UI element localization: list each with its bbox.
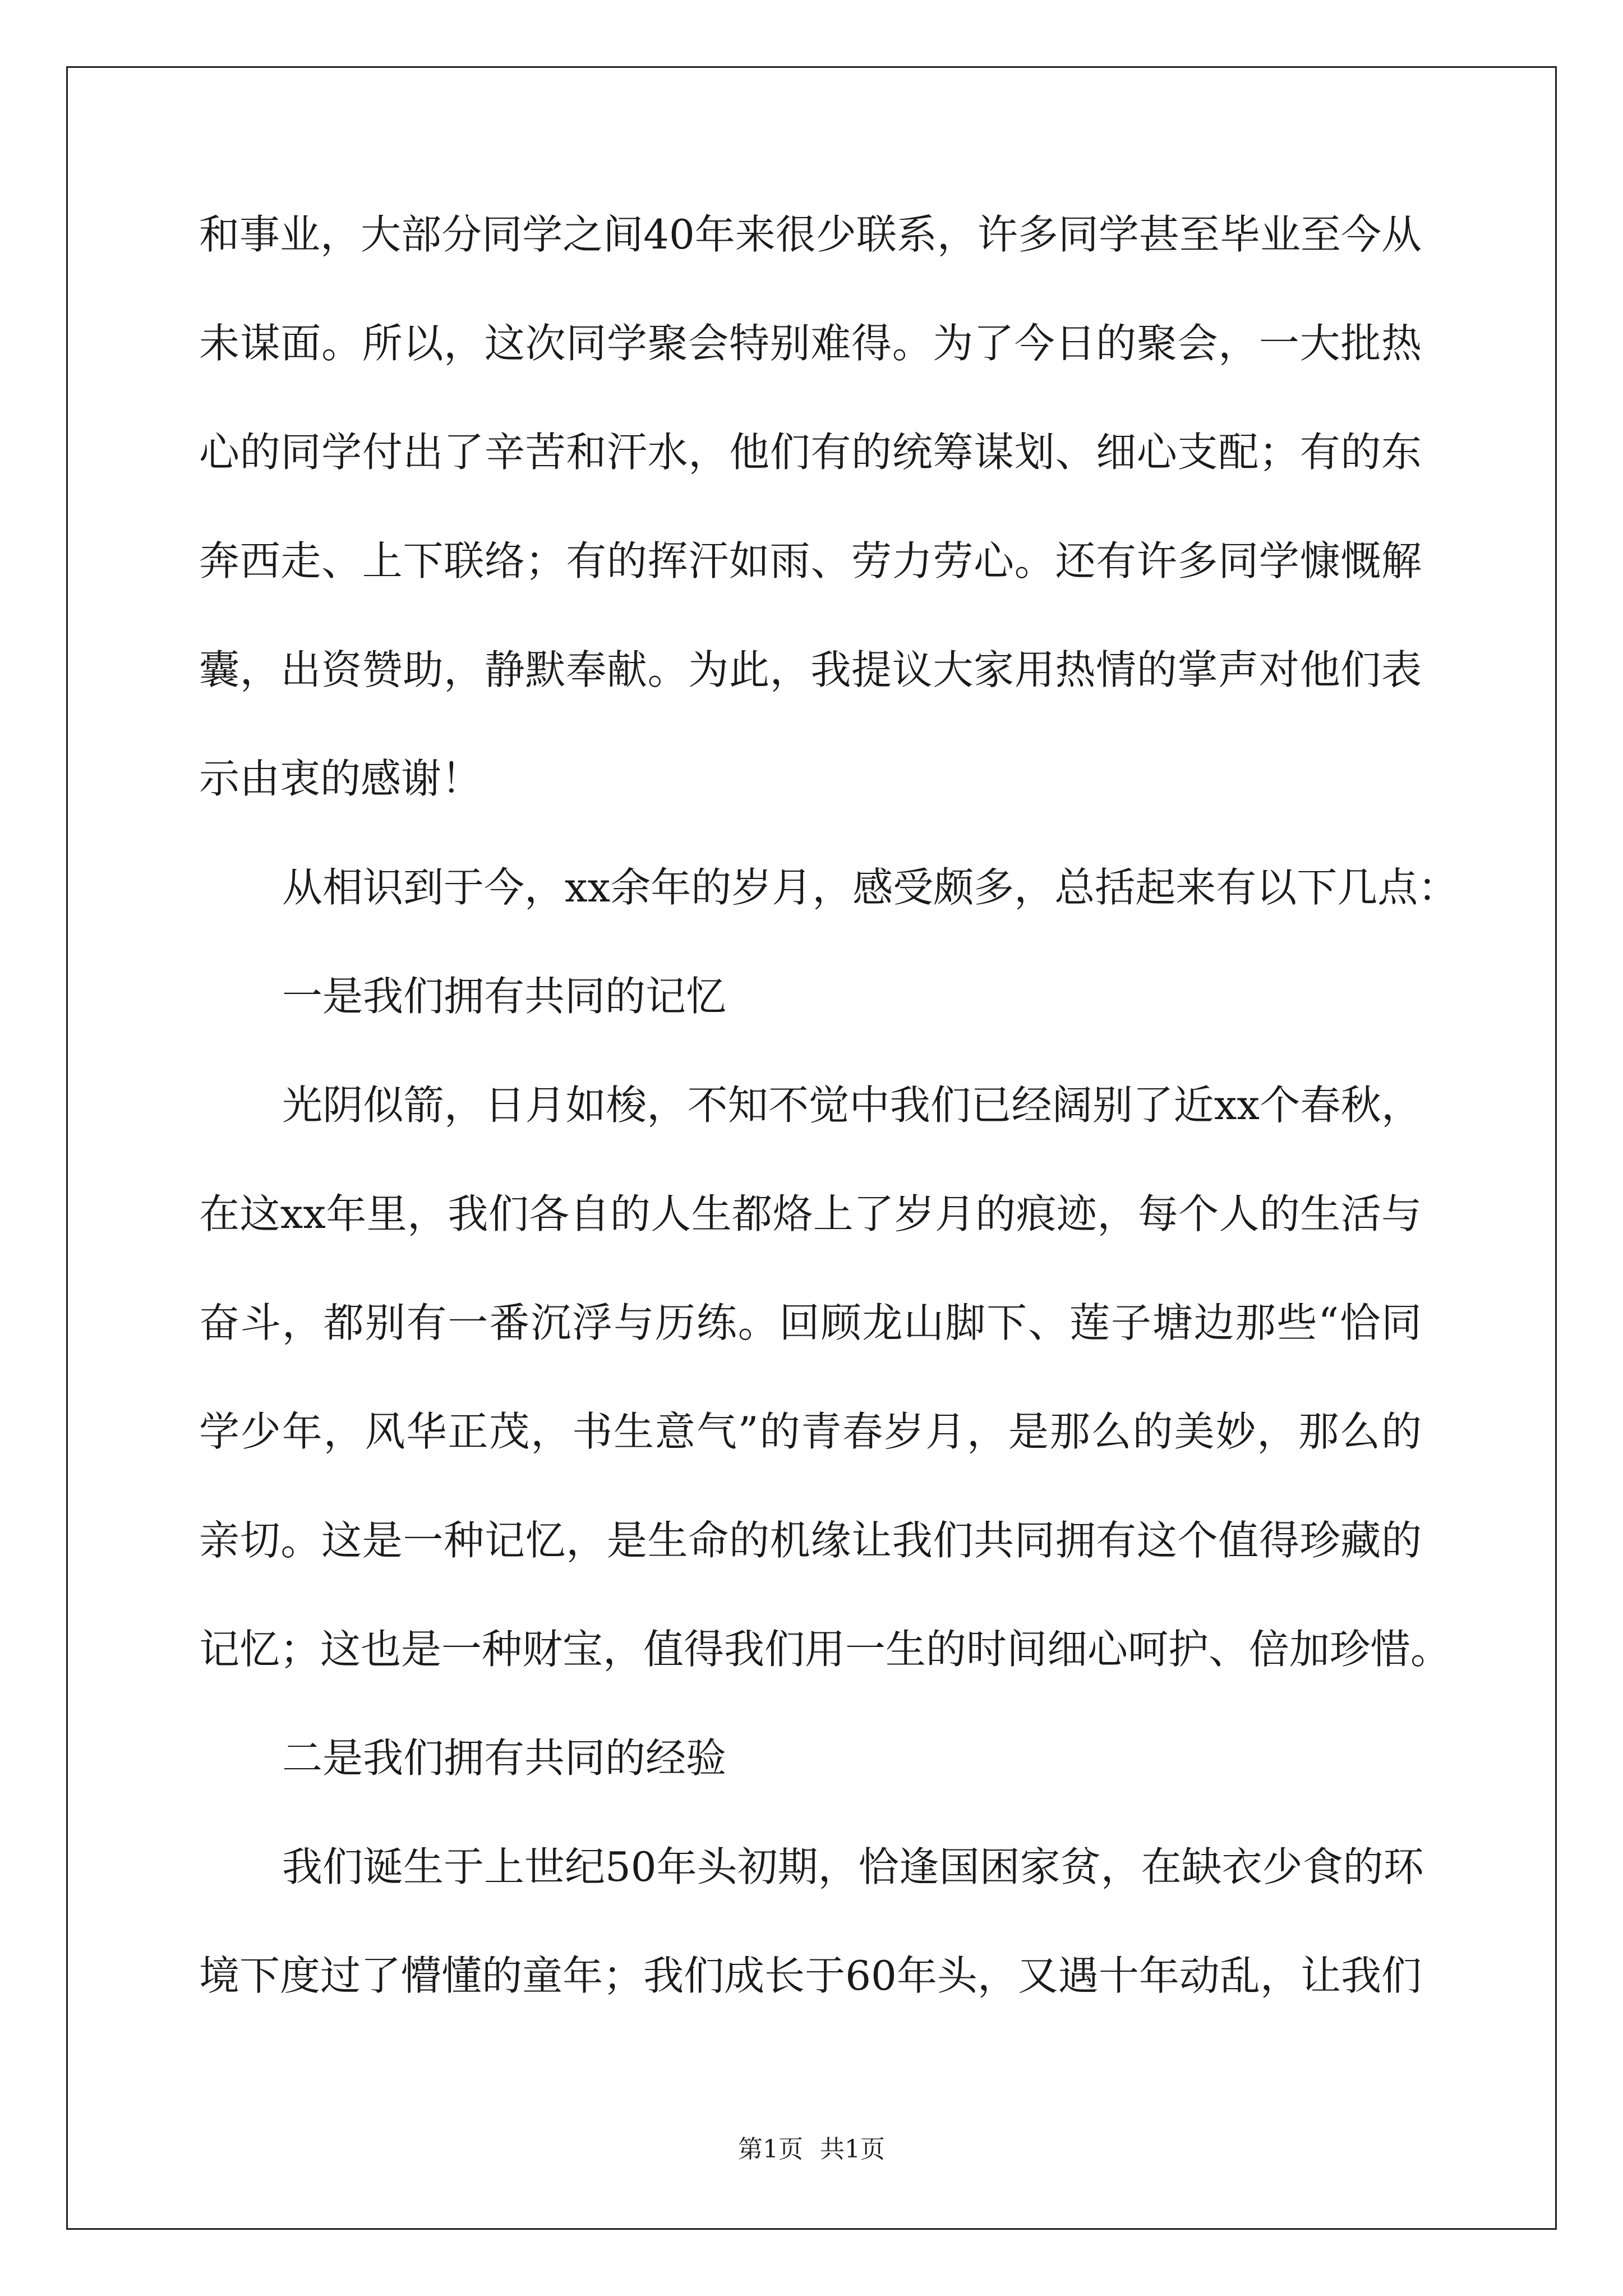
page-border [66, 66, 1557, 2230]
text-line-7: 从相识到于今，xx余年的岁月，感受颇多，总括起来有以下几点： [282, 864, 1459, 911]
text-line-3: 心的同学付出了辛苦和汗水，他们有的统筹谋划、细心支配；有的东 [199, 429, 1422, 476]
text-line-2: 未谋面。所以，这次同学聚会特别难得。为了今日的聚会，一大批热 [199, 320, 1422, 367]
text-line-5: 囊，出资赞助，静默奉献。为此，我提议大家用热情的掌声对他们表 [199, 646, 1422, 693]
page-footer [0, 2137, 1623, 2162]
text-line-4: 奔西走、上下联络；有的挥汗如雨、劳力劳心。还有许多同学慷慨解 [199, 537, 1422, 585]
text-line-10: 在这xx年里，我们各自的人生都烙上了岁月的痕迹，每个人的生活与 [199, 1190, 1422, 1237]
text-line-1: 和事业，大部分同学之间40年来很少联系，许多同学甚至毕业至今从 [199, 211, 1422, 258]
text-line-6: 示由衷的感谢！ [199, 755, 482, 802]
text-line-11: 奋斗，都别有一番沉浮与历练。回顾龙山脚下、莲子塘边那些“恰同 [199, 1299, 1422, 1346]
text-line-16: 我们诞生于上世纪50年头初期，恰逢国困家贫，在缺衣少食的环 [282, 1843, 1424, 1890]
text-line-9: 光阴似箭，日月如梭，不知不觉中我们已经阔别了近xx个春秋， [282, 1082, 1422, 1129]
text-line-13: 亲切。这是一种记忆，是生命的机缘让我们共同拥有这个值得珍藏的 [199, 1517, 1422, 1564]
page-total: 共1页 [820, 2135, 885, 2164]
section-heading-2: 二是我们拥有共同的经验 [282, 1734, 727, 1782]
section-heading-1: 一是我们拥有共同的记忆 [282, 973, 727, 1020]
page-number: 第1页 [738, 2135, 803, 2164]
text-line-14: 记忆；这也是一种财宝，值得我们用一生的时间细心呵护、倍加珍惜。 [199, 1626, 1451, 1673]
text-line-12: 学少年，风华正茂，书生意气”的青春岁月，是那么的美妙，那么的 [199, 1408, 1422, 1455]
text-line-17: 境下度过了懵懂的童年；我们成长于60年头，又遇十年动乱，让我们 [199, 1952, 1422, 1999]
